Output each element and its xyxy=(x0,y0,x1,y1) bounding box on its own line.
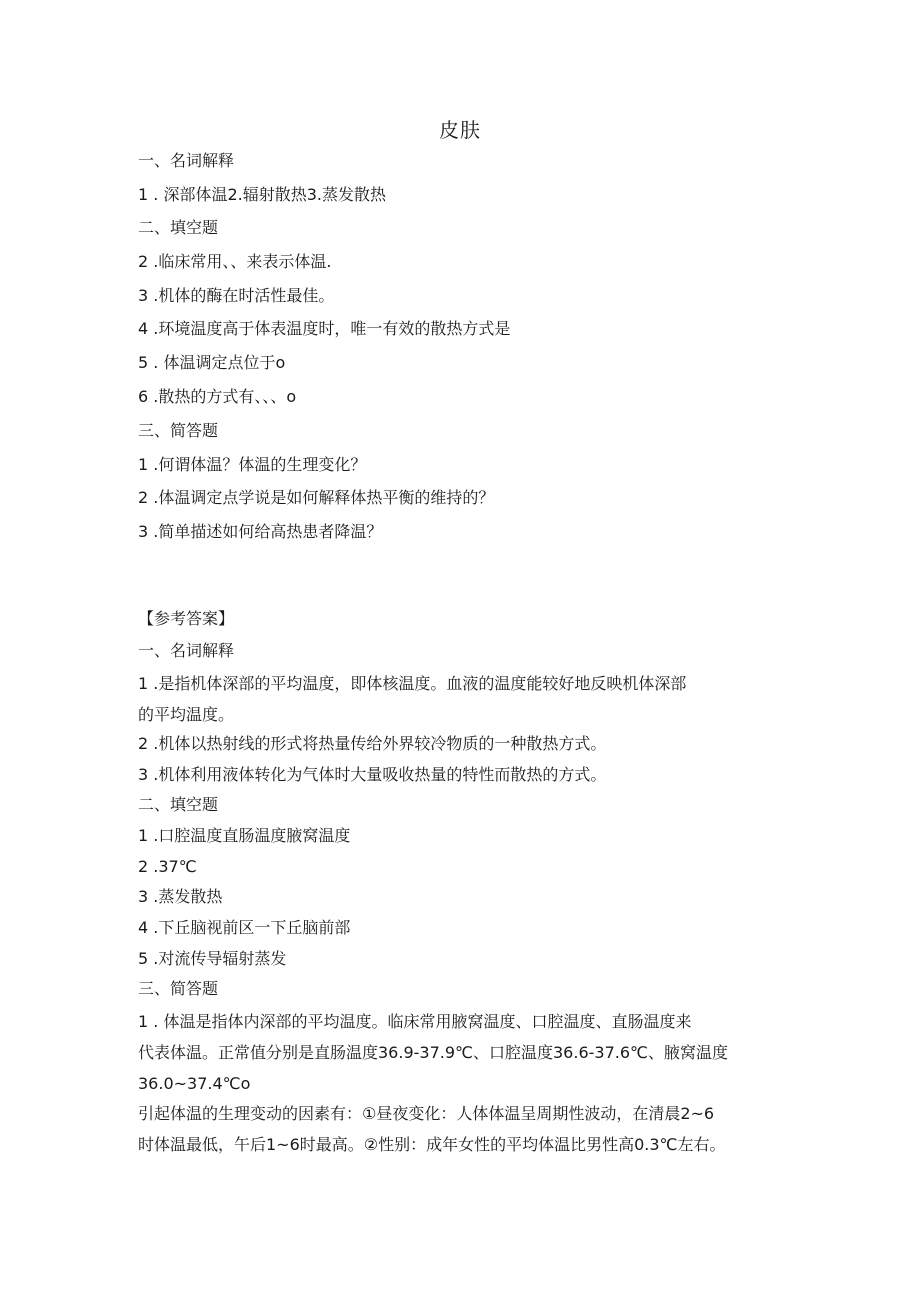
answer-short-1-factors xyxy=(138,1098,798,1160)
answer-section-fill-blank: 二、填空题 xyxy=(138,795,219,814)
question-fill-3: 3 .机体的酶在时活性最佳。 xyxy=(138,286,335,305)
question-short-3: 3 .简单描述如何给高热患者降温？ xyxy=(138,522,383,541)
answers-heading: 【参考答案】 xyxy=(138,609,235,628)
answer-fill-2: 2 .37℃ xyxy=(138,857,197,876)
answer-fill-4: 4 .下丘脑视前区一下丘脑前部 xyxy=(138,918,351,937)
section-heading-fill-blank: 二、填空题 xyxy=(138,218,219,237)
answer-short-1 xyxy=(138,1006,798,1099)
question-fill-5: 5 . 体温调定点位于o xyxy=(138,353,286,372)
answer-definition-1 xyxy=(138,668,798,730)
answer-definition-1-line-1: 1 .是指机体深部的平均温度，即体核温度。血液的温度能较好地反映机体深部 xyxy=(138,674,687,693)
question-fill-4: 4 .环境温度高于体表温度时，唯一有效的散热方式是 xyxy=(138,319,511,338)
answer-fill-1: 1 .口腔温度直肠温度腋窝温度 xyxy=(138,826,351,845)
answer-short-1-factors-line-2: 时体温最低，午后1~6时最高。②性别：成年女性的平均体温比男性高0.3℃左右。 xyxy=(138,1135,726,1154)
answer-short-1-line-2: 代表体温。正常值分别是直肠温度36.9-37.9℃、口腔温度36.6-37.6℃、腋窝温度 xyxy=(138,1043,728,1062)
answer-short-1-line-3: 36.0~37.4℃o xyxy=(138,1074,251,1093)
answer-definition-2: 2 .机体以热射线的形式将热量传给外界较冷物质的一种散热方式。 xyxy=(138,734,607,753)
section-heading-short-answer: 三、简答题 xyxy=(138,421,219,440)
question-short-1: 1 .何谓体温？体温的生理变化？ xyxy=(138,455,367,474)
document-title: 皮肤 xyxy=(439,118,481,142)
question-fill-2: 2 .临床常用、、来表示体温. xyxy=(138,252,332,271)
question-short-2: 2 .体温调定点学说是如何解释体热平衡的维持的？ xyxy=(138,488,495,507)
answer-definition-1-line-2: 的平均温度。 xyxy=(138,705,235,724)
answer-section-short-answer: 三、简答题 xyxy=(138,979,219,998)
answer-section-definitions: 一、名词解释 xyxy=(138,641,235,660)
answer-fill-5: 5 .对流传导辐射蒸发 xyxy=(138,949,287,968)
answer-short-1-factors-line-1: 引起体温的生理变动的因素有：①昼夜变化：人体体温呈周期性波动，在清晨2~6 xyxy=(138,1104,715,1123)
answer-definition-3: 3 .机体利用液体转化为气体时大量吸收热量的特性而散热的方式。 xyxy=(138,765,607,784)
question-definitions: 1 . 深部体温2.辐射散热3.蒸发散热 xyxy=(138,185,386,204)
question-fill-6: 6 .散热的方式有、、、o xyxy=(138,387,297,406)
answer-fill-3: 3 .蒸发散热 xyxy=(138,887,223,906)
section-heading-definitions: 一、名词解释 xyxy=(138,151,235,170)
answer-short-1-line-1: 1 . 体温是指体内深部的平均温度。临床常用腋窝温度、口腔温度、直肠温度来 xyxy=(138,1012,692,1031)
